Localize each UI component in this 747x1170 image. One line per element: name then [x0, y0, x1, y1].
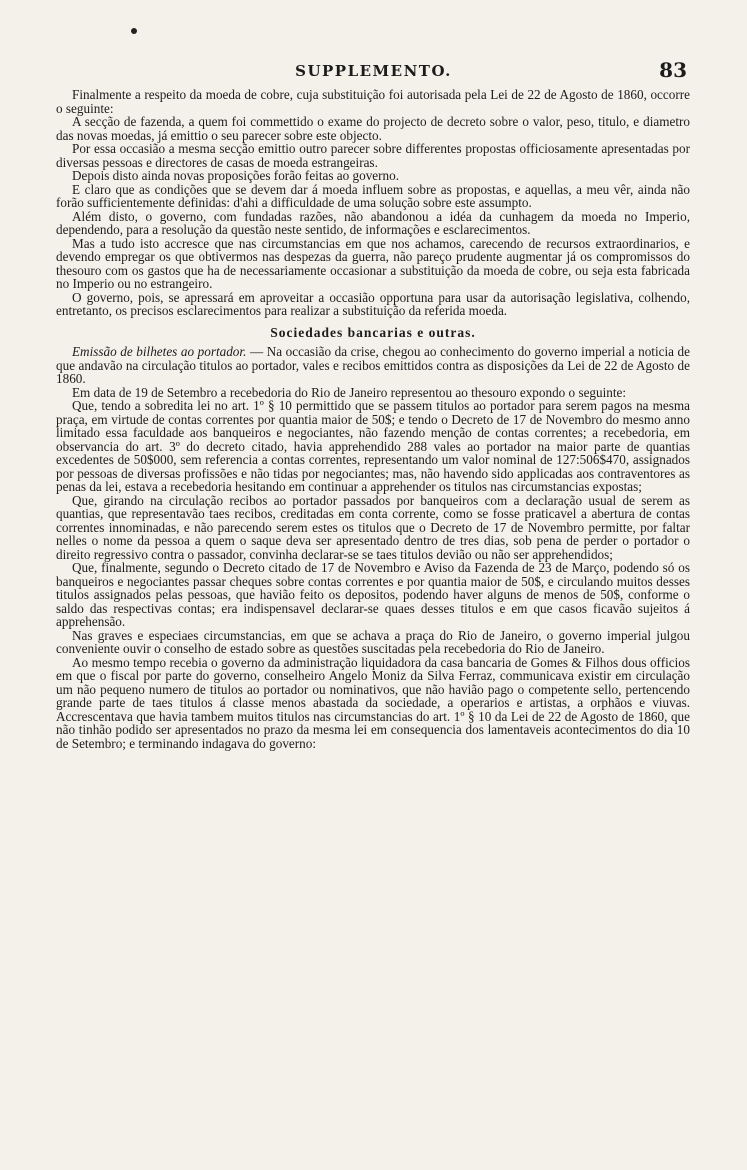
ink-mark: [131, 28, 137, 34]
paragraph: Além disto, o governo, com fundadas razões, não abandonou a idéa da cunhagem da moeda no Imperio, dependendo, para a resolução da questão neste sentido, de informações e esclarecimentos.: [56, 208, 690, 237]
body-text: [56, 88, 690, 750]
running-title: SUPPLEMENTO.: [295, 62, 452, 80]
paragraph: Nas graves e especiaes circumstancias, em que se achava a praça do Rio de Janeiro, o governo imperial julgou conveniente ouvir o conselho de estado sobre as questões suscitadas pela recebedoria do Rio de Janeiro.: [56, 627, 690, 656]
paragraph: Em data de 19 de Setembro a recebedoria do Rio de Janeiro representou ao thesouro expondo o seguinte:: [72, 384, 627, 400]
paragraph: O governo, pois, se apressará em aproveitar a occasião opportuna para usar da autorisação legislativa, colhendo, entretanto, os precisos esclarecimentos para realizar a substituição da referida moeda.: [56, 289, 690, 318]
paragraph: E claro que as condições que se devem dar á moeda influem sobre as propostas, e aquellas, a meu vêr, ainda não forão sufficientemente definidas: d'ahi a difficuldade de uma solução sobre este assumpto.: [56, 181, 690, 210]
paragraph: Por essa occasião a mesma secção emittio outro parecer sobre differentes propostas officiosamente apresentadas por diversas pessoas e directores de casas de moeda estrangeiras.: [56, 141, 690, 170]
paragraph: Ao mesmo tempo recebia o governo da administração liquidadora da casa bancaria de Gomes & Filhos dous officios em que o fiscal por parte do governo, conselheiro Angelo Moniz da Silva Ferraz, communicava existir em circulação um não pequeno numero de titulos ao portador ou nominativos, que não havião pago o competente sello, pertencendo grande parte de taes titulos á classe menos abastada da sociedade, a operarios e artistas, a orphãos e viuvas. Accrescentava que havia tambem muitos titulos nas circumstancias do art. 1º § 10 da Lei de 22 de Agosto de 1860, que não tinhão podido ser apresentados no prazo da mesma lei em consequencia dos lamentaveis acontecimentos do dia 10 de Setembro; e terminando indagava do governo:: [56, 654, 690, 751]
paragraph: [56, 345, 690, 386]
paragraph: Mas a tudo isto accresce que nas circumstancias em que nos achamos, carecendo de recursos extraordinarios, e devendo empregar os que obtivermos nas despezas da guerra, não pareço prudente augmentar já os compromissos do thesouro com os gastos que ha de necessariamente occasionar a substituição da moeda de cobre, ou seja esta fabricada no Imperio ou no estrangeiro.: [56, 235, 690, 291]
page-number: 83: [659, 58, 687, 82]
paragraph-rest: — Na occasião da crise, chegou ao conhecimento do governo imperial a noticia de que andavão na circulação titulos ao portador, vales e recibos emittidos contra as disposições da Lei de 22 de Agosto de 1860.: [56, 344, 691, 386]
section-heading: Sociedades bancarias e outras.: [270, 324, 476, 340]
paragraph: Finalmente a respeito da moeda de cobre, cuja substituição foi autorisada pela Lei de 22 de Agosto de 1860, occorre o seguinte:: [56, 87, 690, 116]
paragraph: Que, girando na circulação recibos ao portador passados por banqueiros com a declaração usual de serem as quantias, que representavão taes recibos, creditadas em conta corrente, como se fosse praticavel a abertura de contas correntes innominadas, e não parecendo serem estes os titulos que o Decreto de 17 de Novembro permitte, por faltar nelles o nome da pessoa a quem o saque deva ser apresentado dentro de tres dias, sob pena de perder o portador o direito regressivo contra o passador, convinha declarar-se se taes titulos devião ou não ser apprehendidos;: [56, 492, 690, 562]
paragraph: Depois disto ainda novas proposições forão feitas ao governo.: [72, 168, 400, 183]
paragraph-lead: Emissão de bilhetes ao portador.: [72, 344, 247, 359]
page-header: [0, 58, 747, 90]
paragraph: A secção de fazenda, a quem foi commettido o exame do projecto de decreto sobre o valor, peso, titulo, e diametro das novas moedas, já emittio o seu parecer sobre este objecto.: [56, 114, 690, 143]
paragraph: Que, finalmente, segundo o Decreto citado de 17 de Novembro e Aviso da Fazenda de 23 de Março, podendo só os banqueiros e negociantes passar cheques sobre contas correntes e por quantia maior de 50$, e circulando muitos desses titulos assignados pelas pessoas, que havião feito os depositos, podendo haver alguns de menos de 50$, conforme o saldo das respectivas contas; era indispensavel declarar-se quaes desses titulos e em que casos ficavão sujeitos á apprehensão.: [56, 560, 690, 629]
paragraph: Que, tendo a sobredita lei no art. 1º § 10 permittido que se passem titulos ao portador para serem pagos na mesma praça, em virtude de contas correntes por quantia maior de 50$; e tendo o Decreto de 17 de Novembro do mesmo anno limitado essa faculdade aos banqueiros e negociantes, não fazendo menção de contas correntes; a recebedoria, em observancia do art. 3º do decreto citado, havia apprehendido 288 vales ao portador na maior parte de quantias excedentes de 50$000, sem referencia a contas correntes, representando um valor nominal de 127:506$470, assignados por pessoas de diversas profissões e não tidas por negociantes; mas, não havendo sido applicadas aos contraventores as penas da lei, estava a recebedoria hesitando em continuar a apprehender os titulos nas circumstancias expostas;: [56, 398, 690, 494]
